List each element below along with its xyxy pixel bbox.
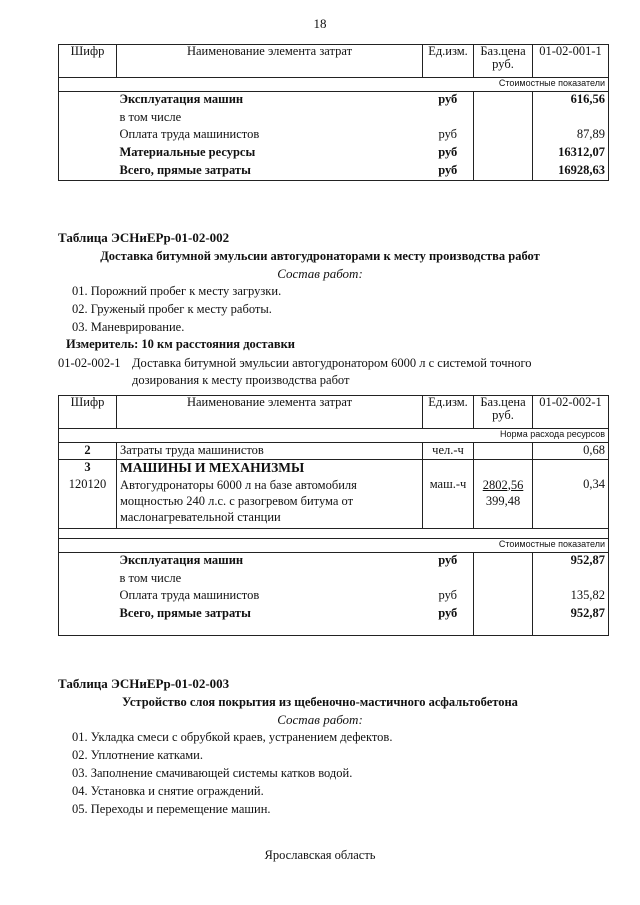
list-item: 01. Порожний пробег к месту загрузки. (72, 284, 282, 298)
header-price: Баз.цена руб. (474, 396, 533, 429)
item-description-2: дозирования к месту производства работ (132, 373, 350, 387)
header-price: Баз.цена руб. (474, 45, 533, 78)
list-item: 02. Груженый пробег к месту работы. (72, 302, 272, 316)
table-row: Эксплуатация машин руб 952,87 (59, 553, 609, 571)
composition-list-003 (72, 728, 392, 818)
table-row: Всего, прямые затраты руб 16928,63 (59, 163, 609, 181)
header-code: Шифр (59, 45, 117, 78)
table-row: 120120 Автогудронаторы 6000 л на базе автомобиля мощностью 240 л.с. с разогревом битума от маслонагревательной станции маш.-ч 2802,56 399,48 0,34 (59, 477, 609, 529)
list-item: 04. Установка и снятие ограждений. (72, 784, 264, 798)
cost-table-1 (58, 44, 609, 181)
table-row: в том числе (59, 571, 609, 588)
list-item: 02. Уплотнение катками. (72, 748, 203, 762)
meter-line: Измеритель: 10 км расстояния доставки (66, 337, 296, 351)
list-item: 01. Укладка смеси с обрубкой краев, устранением дефектов. (72, 730, 393, 744)
item-code: 01-02-002-1 (58, 356, 121, 370)
table-heading-003: Устройство слоя покрытия из щебеночно-мастичного асфальтобетона (122, 695, 518, 709)
header-unit: Ед.изм. (423, 45, 474, 78)
section-cost-indicators: Стоимостные показатели (59, 78, 609, 92)
header-name: Наименование элемента затрат (117, 45, 423, 78)
table-row: в том числе (59, 110, 609, 127)
composition-list-002 (72, 282, 281, 336)
table-title-002: Таблица ЭСНиЕРр-01-02-002 (58, 230, 230, 245)
table-row: 3 МАШИНЫ И МЕХАНИЗМЫ (59, 460, 609, 477)
table-header-row (59, 396, 609, 429)
header-name: Наименование элемента затрат (117, 396, 423, 429)
item-description-1: Доставка битумной эмульсии автогудронатором 6000 л с системой точного (132, 356, 532, 370)
table-heading-002: Доставка битумной эмульсии автогудронаторами к месту производства работ (100, 249, 540, 263)
composition-label-003: Состав работ: (277, 712, 363, 727)
header-item: 01-02-002-1 (533, 396, 609, 429)
table-row: 2 Затраты труда машинистов чел.-ч 0,68 (59, 443, 609, 460)
table-row: Всего, прямые затраты руб 952,87 (59, 606, 609, 624)
section-resource-norms: Норма расхода ресурсов (59, 429, 609, 443)
header-item: 01-02-001-1 (533, 45, 609, 78)
composition-label-002: Состав работ: (277, 266, 363, 281)
table-title-003: Таблица ЭСНиЕРр-01-02-003 (58, 676, 230, 691)
list-item: 03. Маневрирование. (72, 320, 185, 334)
footer-region: Ярославская область (264, 848, 376, 862)
cost-table-2 (58, 395, 609, 636)
header-unit: Ед.изм. (423, 396, 474, 429)
list-item: 03. Заполнение смачивающей системы катков водой. (72, 766, 353, 780)
table-header-row (59, 45, 609, 78)
table-row: Оплата труда машинистов руб 135,82 (59, 588, 609, 606)
page-number: 18 (313, 16, 327, 31)
list-item: 05. Переходы и перемещение машин. (72, 802, 271, 816)
header-code: Шифр (59, 396, 117, 429)
table-row: Оплата труда машинистов руб 87,89 (59, 127, 609, 145)
section-cost-indicators: Стоимостные показатели (59, 539, 609, 553)
table-row: Эксплуатация машин руб 616,56 (59, 92, 609, 110)
table-row: Материальные ресурсы руб 16312,07 (59, 145, 609, 163)
